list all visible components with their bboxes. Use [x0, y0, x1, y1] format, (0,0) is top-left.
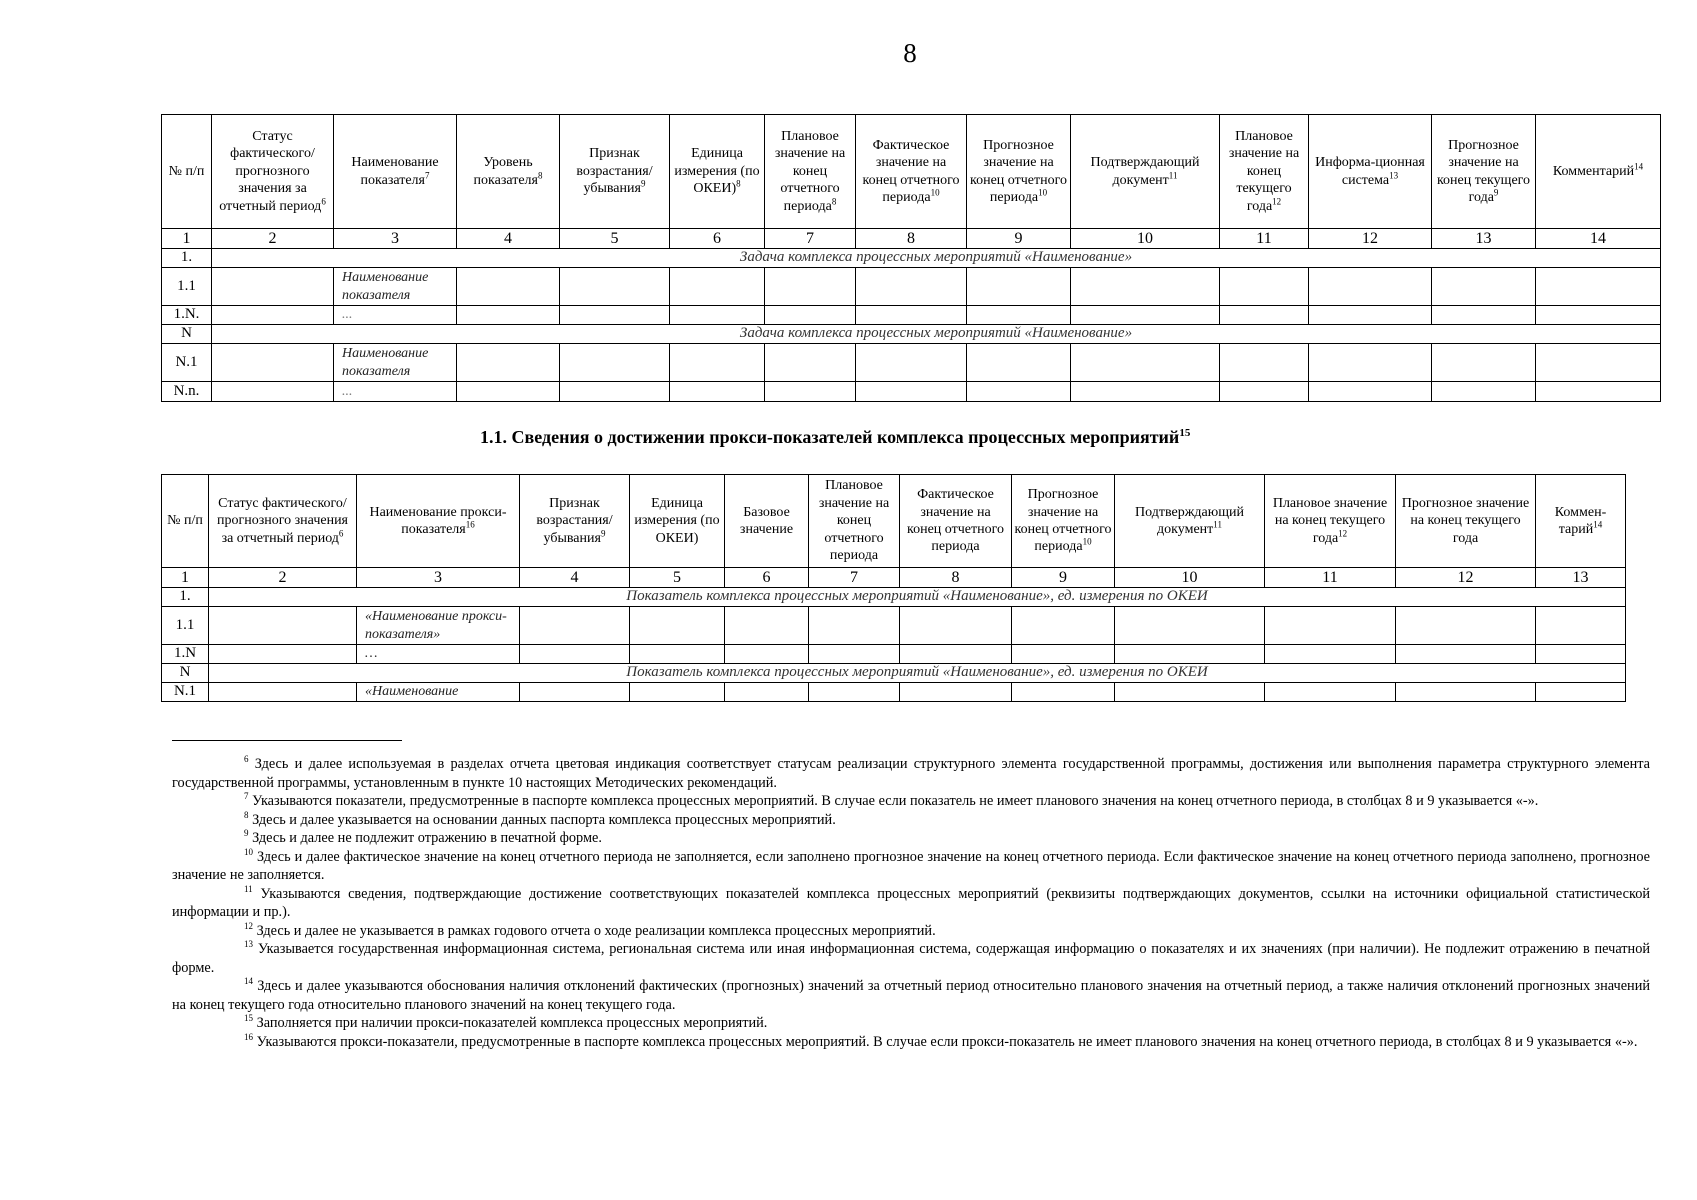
footnote: $^9$ Здесь и далее не подлежит отражению в печатной форме. [244, 828, 602, 846]
column-header: Признак возрастания/ убывания$^9$ [560, 115, 670, 229]
column-number: 14 [1536, 229, 1661, 249]
indicator-name-cell: ... [334, 382, 457, 402]
footnote: $^{16}$ Указываются прокси-показатели, предусмотренные в паспорте комплекса процессных мероприятий. В случае если прокси-показатель не имеет планового значения на конец отчетного периода, в столбцах 8 и 9 указывается «-». [244, 1031, 1638, 1050]
column-header: Наименование показателя$^7$ [334, 115, 457, 229]
column-number: 10 [1115, 568, 1265, 588]
column-number-row [162, 568, 1626, 588]
column-number: 3 [357, 568, 520, 588]
column-number-row [162, 229, 1661, 249]
table-row [162, 588, 1626, 607]
table-row [162, 607, 1626, 645]
table-row [162, 249, 1661, 268]
column-header: Прогнозное значение на конец текущего года$^9$ [1432, 115, 1536, 229]
column-header: Подтверждающий документ$^{11}$ [1115, 475, 1265, 568]
column-number: 6 [670, 229, 765, 249]
column-header: Единица измерения (по ОКЕИ)$^8$ [670, 115, 765, 229]
column-header: Статус фактического/ прогнозного значения за отчетный период$^6$ [212, 115, 334, 229]
column-number: 2 [212, 229, 334, 249]
column-header: Единица измерения (по ОКЕИ) [630, 475, 725, 568]
column-number: 12 [1309, 229, 1432, 249]
column-number: 5 [560, 229, 670, 249]
row-number: 1. [162, 588, 209, 607]
table-row [162, 325, 1661, 344]
footnote: $^{13}$ Указывается государственная информационная система, региональная система или иная информационная система, содержащая информацию о показателях и их значениях (при наличии). Не подлежит отражению в печатной форме. [172, 939, 1651, 976]
indicator-title-cell: Показатель комплекса процессных мероприятий «Наименование», ед. измерения по ОКЕИ [209, 664, 1626, 683]
table-row [162, 664, 1626, 683]
task-title-cell: Задача комплекса процессных мероприятий «Наименование» [212, 325, 1661, 344]
column-number: 8 [856, 229, 967, 249]
column-number: 1 [162, 568, 209, 588]
column-header: Комментарий$^{14}$ [1536, 115, 1661, 229]
footnote: $^7$ Указываются показатели, предусмотренные в паспорте комплекса процессных мероприятий. В случае если показатель не имеет планового значения на конец отчетного периода, в столбцах 8 и 9 указывается «-». [244, 791, 1539, 809]
column-header: Коммен-тарий$^{14}$ [1536, 475, 1626, 568]
indicator-title-cell: Показатель комплекса процессных мероприятий «Наименование», ед. измерения по ОКЕИ [209, 588, 1626, 607]
proxy-name-cell: «Наименование [357, 683, 520, 702]
column-header: Плановое значение на конец текущего года$^{12}$ [1220, 115, 1309, 229]
footnote: $^{14}$ Здесь и далее указываются обоснования наличия отклонений фактических (прогнозных) значений за отчетный период относительно планового значения на отчетный период, а также наличия отклонений прогнозных значений на конец текущего года относительно планового значений на конец текущего года. [172, 976, 1650, 1013]
section-title: 1.1. Сведения о достижении прокси-показателей комплекса процессных мероприятий$^{15}$ [480, 427, 1191, 447]
column-header: Фактическое значение на конец отчетного периода$^{10}$ [856, 115, 967, 229]
column-header: Плановое значение на конец текущего года$^{12}$ [1265, 475, 1396, 568]
footnote: $^6$ Здесь и далее используемая в разделах отчета цветовая индикация соответствует статусам реализации структурного элемента государственной программы, достижения или выполнения параметра структурного элемента государственной программы, установленным в пункте 10 настоящих Методических рекомендаций. [172, 754, 1650, 791]
table-header-row [162, 115, 1661, 229]
table-header-row [162, 475, 1626, 568]
row-number: 1. [162, 249, 212, 268]
status-cell [212, 268, 334, 306]
row-number: N [162, 325, 212, 344]
column-number: 10 [1071, 229, 1220, 249]
column-header: Информа-ционная система$^{13}$ [1309, 115, 1432, 229]
footnotes [172, 755, 1650, 1051]
proxy-name-cell: «Наименование прокси-показателя» [357, 607, 520, 645]
column-header: Прогнозное значение на конец отчетного периода$^{10}$ [1012, 475, 1115, 568]
indicators-table [161, 114, 1661, 402]
table-row [162, 645, 1626, 664]
footnote: $^8$ Здесь и далее указывается на основании данных паспорта комплекса процессных мероприятий. [244, 809, 836, 828]
column-header: Уровень показателя$^8$ [457, 115, 560, 229]
column-number: 7 [765, 229, 856, 249]
column-number: 9 [1012, 568, 1115, 588]
column-number: 1 [162, 229, 212, 249]
column-header: Статус фактического/ прогнозного значения за отчетный период$^6$ [209, 475, 357, 568]
row-number: N [162, 664, 209, 683]
column-header: Прогнозное значение на конец текущего года [1396, 475, 1536, 568]
row-number: N.1 [162, 683, 209, 702]
column-number: 4 [520, 568, 630, 588]
row-number: 1.1 [162, 607, 209, 645]
column-number: 13 [1536, 568, 1626, 588]
column-number: 3 [334, 229, 457, 249]
column-header: Базовое значение [725, 475, 809, 568]
column-number: 7 [809, 568, 900, 588]
column-header: № п/п [162, 115, 212, 229]
indicator-name-cell: Наименование показателя [334, 344, 457, 382]
column-header: Плановое значение на конец отчетного периода$^8$ [765, 115, 856, 229]
column-number: 2 [209, 568, 357, 588]
footnote-separator [172, 740, 402, 741]
column-number: 8 [900, 568, 1012, 588]
row-number: 1.1 [162, 268, 212, 306]
column-number: 4 [457, 229, 560, 249]
column-header: № п/п [162, 475, 209, 568]
page-number: 8 [903, 38, 917, 68]
column-header: Наименование прокси-показателя$^{16}$ [357, 475, 520, 568]
row-number: 1.N. [162, 306, 212, 325]
task-title-cell: Задача комплекса процессных мероприятий «Наименование» [212, 249, 1661, 268]
row-number: N.1 [162, 344, 212, 382]
indicator-name-cell: Наименование показателя [334, 268, 457, 306]
row-number: N.n. [162, 382, 212, 402]
proxy-indicators-table [161, 474, 1626, 702]
column-number: 12 [1396, 568, 1536, 588]
footnote: $^{10}$ Здесь и далее фактическое значение на конец отчетного периода не заполняется, если заполнено прогнозное значение на конец отчетного периода. Если фактическое значение на конец отчетного периода заполнено, прогнозное значение не заполняется. [172, 846, 1650, 883]
table-row [162, 306, 1661, 325]
footnote: $^{11}$ Указываются сведения, подтверждающие достижение соответствующих показателей комплекса процессных мероприятий (реквизиты подтверждающих документов, ссылки на источники официальной статистической информации и пр.). [172, 883, 1651, 920]
column-header: Признак возрастания/ убывания$^9$ [520, 475, 630, 568]
table-row [162, 268, 1661, 306]
column-number: 11 [1265, 568, 1396, 588]
table-row [162, 344, 1661, 382]
column-number: 11 [1220, 229, 1309, 249]
column-number: 9 [967, 229, 1071, 249]
proxy-name-cell: … [357, 645, 520, 664]
column-number: 5 [630, 568, 725, 588]
column-header: Фактическое значение на конец отчетного периода [900, 475, 1012, 568]
column-header: Прогнозное значение на конец отчетного периода$^{10}$ [967, 115, 1071, 229]
column-number: 13 [1432, 229, 1536, 249]
footnote: $^{12}$ Здесь и далее не указывается в рамках годового отчета о ходе реализации комплекса процессных мероприятий. [244, 920, 936, 939]
column-header: Подтверждающий документ$^{11}$ [1071, 115, 1220, 229]
column-header: Плановое значение на конец отчетного периода [809, 475, 900, 568]
table-row [162, 382, 1661, 402]
table-row [162, 683, 1626, 702]
indicator-name-cell: ... [334, 306, 457, 325]
column-number: 6 [725, 568, 809, 588]
row-number: 1.N [162, 645, 209, 664]
footnote: $^{15}$ Заполняется при наличии прокси-показателей комплекса процессных мероприятий. [244, 1013, 768, 1031]
